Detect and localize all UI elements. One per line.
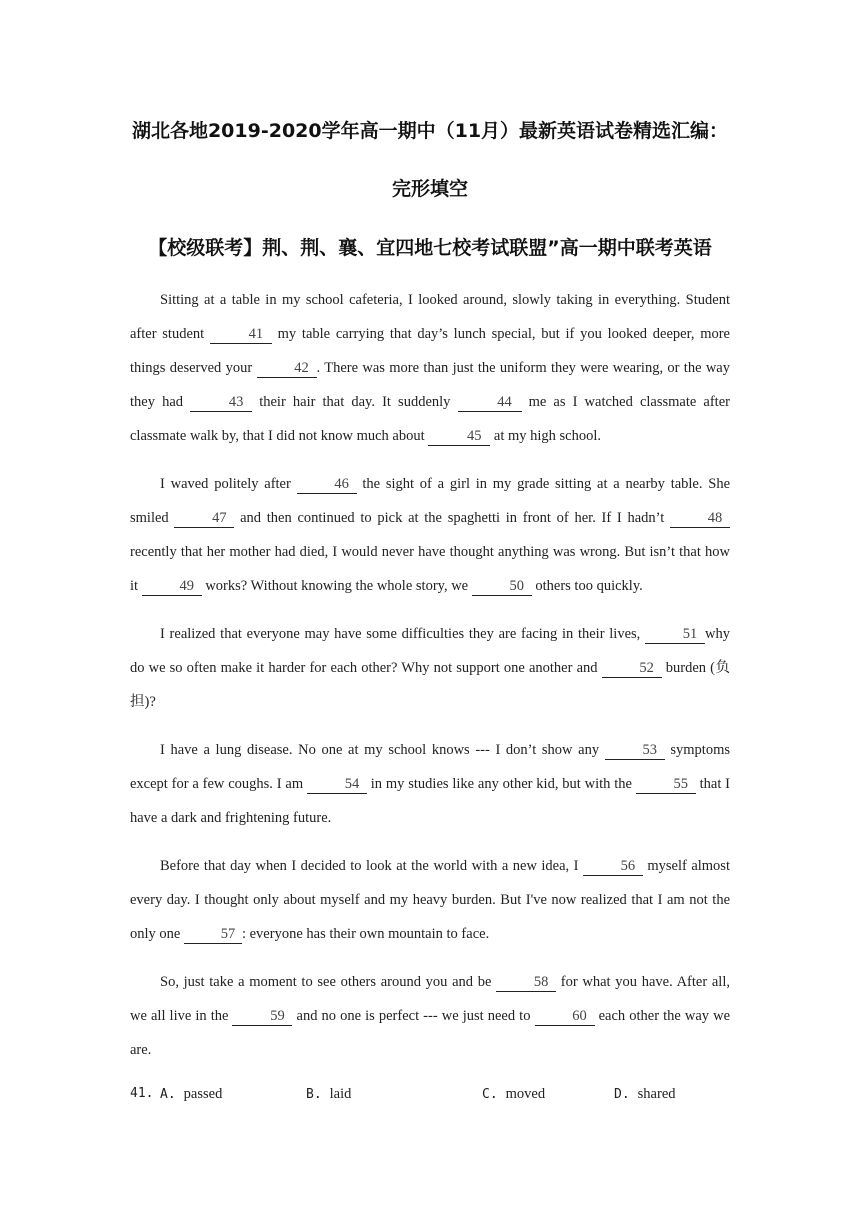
blank-56: 56 (583, 857, 643, 876)
question-number: 41. (130, 1086, 154, 1101)
blank-54: 54 (307, 775, 367, 794)
blank-50: 50 (472, 577, 532, 596)
option-b: B. laid (306, 1086, 352, 1102)
option-d: D. shared (614, 1086, 676, 1102)
blank-47: 47 (174, 509, 234, 528)
option-c: C. moved (482, 1086, 546, 1102)
section-heading: 【校级联考】荆、荆、襄、宜四地七校考试联盟”高一期中联考英语 (148, 237, 712, 259)
cloze-passage (130, 283, 730, 1081)
paragraph-5: Before that day when I decided to look at the world with a new idea, I 56 myself almost every day. I thought only about myself and my heavy burden. But I've now realized that I am not the only one 57 : everyone has their own mountain to face. (130, 858, 730, 942)
blank-42: 42 (257, 359, 317, 378)
blank-48: 48 (670, 509, 730, 528)
blank-60: 60 (535, 1007, 595, 1026)
blank-58: 58 (496, 973, 556, 992)
blank-59: 59 (232, 1007, 292, 1026)
blank-51: 51 (645, 625, 705, 644)
blank-46: 46 (297, 475, 357, 494)
question-41-options (130, 1086, 730, 1108)
blank-41: 41 (210, 325, 272, 344)
blank-49: 49 (142, 577, 202, 596)
blank-53: 53 (605, 741, 665, 760)
document-subtitle: 完形填空 (391, 178, 468, 200)
blank-57: 57 (184, 925, 242, 944)
blank-52: 52 (602, 659, 662, 678)
paragraph-6: So, just take a moment to see others around you and be 58 for what you have. After all, we all live in the 59 and no one is perfect --- we just need to 60 each other the way we are. (130, 974, 731, 1058)
blank-45: 45 (428, 427, 490, 446)
option-a: A. passed (160, 1086, 223, 1102)
blank-43: 43 (190, 393, 252, 412)
document-title: 湖北各地2019-2020学年高一期中（11月）最新英语试卷精选汇编： (131, 120, 729, 142)
paragraph-3: I realized that everyone may have some difficulties they are facing in their lives, 51 why do we so often make it harder for each other? Why not support one another and 52 burden (负担)? (130, 626, 731, 710)
blank-55: 55 (636, 775, 696, 794)
paragraph-2: I waved politely after 46 the sight of a girl in my grade sitting at a nearby table. She smiled 47 and then continued to pick at the spaghetti in front of her. If I hadn’t 48 recently that her mother had died, I would never have thought anything was wrong. But isn’t that how it 49 works? Without knowing the whole story, we 50 others too quickly. (130, 476, 731, 594)
blank-44: 44 (458, 393, 522, 412)
paragraph-4: I have a lung disease. No one at my school knows --- I don’t show any 53 symptoms except for a few coughs. I am 54 in my studies like any other kid, but with the 55 that I have a dark and frightening future. (130, 742, 731, 826)
paragraph-1: Sitting at a table in my school cafeteria, I looked around, slowly taking in everything. Student after student 41 my table carrying that day’s lunch special, but if you looked deeper, more things deserved your 42 . There was more than just the uniform they were wearing, or the way they had 43 their hair that day. It suddenly 44 me as I watched classmate after classmate walk by, that I did not know much about 45 at my high school. (130, 292, 730, 444)
